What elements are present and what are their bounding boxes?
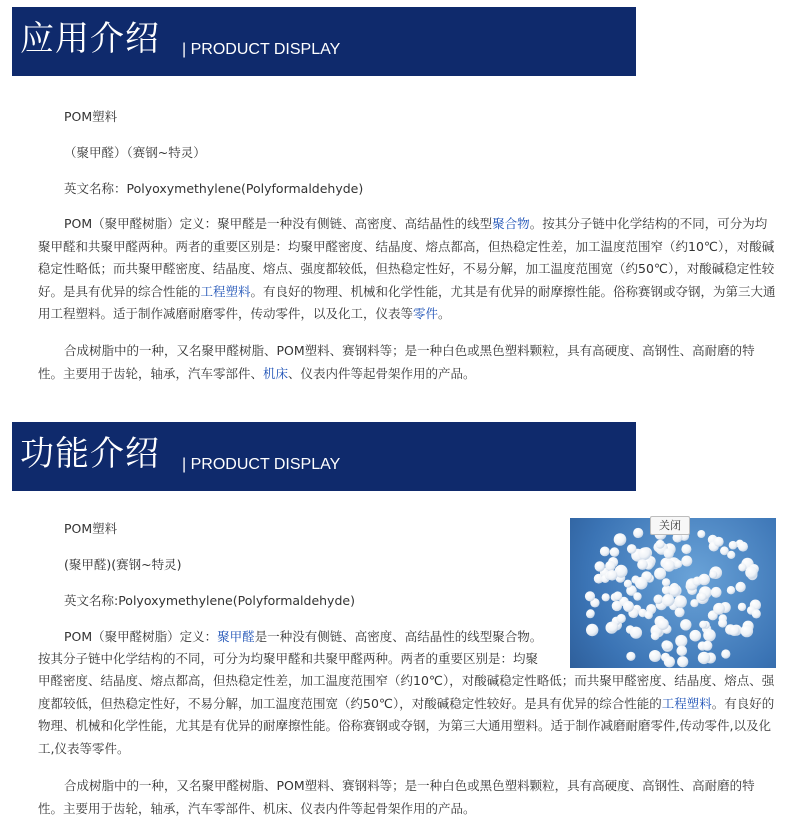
section1-use-text-b: 、仪表内件等起骨架作用的产品。 — [288, 365, 476, 381]
pellet — [586, 609, 594, 617]
pellet — [681, 544, 691, 554]
pellet — [645, 611, 653, 619]
link-machine-tool[interactable]: 机床 — [263, 365, 289, 381]
section2-definition-line2: 按其分子链中化学结构的不同，可分为均聚甲醛和共聚甲醛两种。两者的重要区别是：均聚 — [38, 651, 539, 666]
pellet — [662, 578, 670, 586]
section2-subtitle: | PRODUCT DISPLAY — [182, 456, 341, 473]
pellet — [674, 560, 682, 568]
pellet — [699, 621, 707, 629]
pellet — [633, 528, 643, 538]
link-engineering-plastic[interactable]: 工程塑料 — [200, 283, 251, 299]
pellet — [664, 656, 675, 667]
pellet — [721, 649, 730, 658]
section1-usage — [38, 340, 778, 385]
pellet — [626, 652, 635, 661]
product-photo-pom-pellets — [570, 518, 776, 668]
pellet — [714, 537, 724, 547]
pellet — [713, 603, 725, 615]
pellet — [651, 631, 660, 640]
pellet — [741, 625, 754, 638]
pellet — [664, 548, 674, 558]
pellet — [637, 559, 648, 570]
section1-def-text-b: 。按其分子链中化学结构的不同，可分为均聚甲醛和共聚甲醛两种。两者的重要区别是：均聚甲醛密度、结晶度、熔点都高，但热稳定性差，加工温度范围窄（约10℃），对酸碱稳定性略低；而共聚甲醛密度、结晶度、熔点、强度都较低，但热稳定性好，不易分解，加工温度范围宽（约50℃），对酸碱稳定性较好。是具有优异的综合性能的 — [38, 216, 775, 299]
pellet — [624, 580, 632, 588]
pellet — [675, 635, 687, 647]
pellet — [711, 587, 722, 598]
pellet — [600, 547, 610, 557]
pellet — [677, 656, 688, 667]
pellet — [654, 595, 664, 605]
section1-product-name: POM塑料 — [64, 109, 118, 124]
pellet — [595, 561, 605, 571]
section2-def-text-rest-a: 甲醛密度、结晶度、熔点都高，但热稳定性差，加工温度范围窄（约10℃），对酸碱稳定性略低；而共聚甲醛密度、结晶度、熔点、强度都较低，但热稳定性好，不易分解，加工温度范围宽（约50℃），对酸碱稳定性较好。是具有优异的综合性能的 — [38, 673, 775, 711]
pellet — [698, 593, 706, 601]
pellet — [738, 603, 746, 611]
section2-definition-rest — [38, 670, 778, 760]
pellet — [610, 547, 620, 557]
pellet — [585, 591, 595, 601]
pellet — [690, 630, 702, 642]
section1-use-text-a: 合成树脂中的一种，又名聚甲醛树脂、POM塑料、赛钢料等；是一种白色或黑色塑料颗粒，具有高硬度、高钢性、高耐磨的特性。主要用于齿轮，轴承，汽车零部件、 — [38, 343, 755, 381]
pellet — [690, 599, 698, 607]
pellet — [703, 629, 716, 642]
section2-product-name: POM塑料 — [64, 521, 118, 536]
pellet — [745, 566, 757, 578]
section2-definition-line1 — [38, 626, 568, 649]
pellet — [718, 619, 727, 628]
pellet — [729, 625, 740, 636]
link-polymer[interactable]: 聚合物 — [492, 216, 530, 231]
pellet — [697, 530, 705, 538]
section2-title: 功能介绍 — [20, 434, 160, 474]
pellet — [662, 594, 674, 606]
pellet — [633, 592, 641, 600]
pellet — [702, 641, 712, 651]
close-button[interactable]: 关闭 — [650, 516, 690, 535]
pellet — [681, 556, 692, 567]
pellet — [617, 614, 626, 623]
pellets-graphic — [570, 518, 776, 668]
section1-def-text-c: 。有良好的物理、机械和化学性能，尤其是有优异的耐摩擦性能。俗称赛钢或夺钢，为第三大通用工程塑料。适于制作减磨耐磨零件，传动零件，以及化工，仪表等 — [38, 283, 776, 321]
pellet — [698, 652, 710, 664]
section1-subtitle: | PRODUCT DISPLAY — [182, 41, 341, 58]
section1-definition — [38, 213, 778, 326]
pellet — [663, 560, 675, 572]
pellet — [613, 591, 622, 600]
link-polyoxymethylene[interactable]: 聚甲醛 — [217, 629, 255, 644]
pellet — [698, 574, 710, 586]
pellet — [735, 582, 745, 592]
section1-banner — [12, 7, 636, 76]
section1-title: 应用介绍 — [20, 19, 160, 59]
pellet — [614, 533, 627, 546]
pellet — [664, 641, 673, 650]
pellet — [602, 593, 610, 601]
pellet — [677, 646, 688, 657]
section2-def-text-1b: 是一种没有侧链、高密度、高结晶性的线型聚合物。 — [254, 629, 543, 644]
pellet — [605, 561, 615, 571]
pellet — [729, 541, 738, 550]
pellet — [709, 571, 717, 579]
pellet — [586, 624, 598, 636]
section1-english-name: 英文名称：Polyoxymethylene(Polyformaldehyde) — [64, 181, 364, 196]
pellet — [727, 586, 735, 594]
pellet — [752, 609, 761, 618]
section2-def-text-1a: POM（聚甲醛树脂）定义： — [64, 629, 218, 644]
pellet — [669, 585, 680, 596]
pellet — [638, 547, 651, 560]
section1-def-text-d: 。 — [438, 306, 451, 321]
pellet — [656, 540, 665, 549]
pellet — [607, 622, 618, 633]
section2-english-name: 英文名称:Polyoxymethylene(Polyformaldehyde) — [64, 593, 355, 608]
pellet — [607, 570, 618, 581]
pellet — [630, 627, 642, 639]
section1-alias: （聚甲醛）（赛钢~特灵） — [64, 145, 206, 160]
pellet — [657, 618, 669, 630]
section2-def-text-rest-b: 。有良好的物理、机械和化学性能，尤其是有优异的耐摩擦性能。俗称赛钢或夺钢，为第三大通用塑料。适于制作减磨耐磨零件,传动零件,以及化工,仪表等零件。 — [38, 695, 775, 756]
pellet — [627, 544, 637, 554]
pellet — [680, 619, 691, 630]
pellet — [738, 542, 748, 552]
section2-alias: (聚甲醛)(赛钢~特灵) — [64, 557, 182, 572]
pellet — [720, 546, 729, 555]
pellet — [738, 563, 746, 571]
section2-banner — [12, 422, 636, 491]
section1-def-text-a: POM（聚甲醛树脂）定义：聚甲醛是一种没有侧链、高密度、高结晶性的线型 — [64, 216, 493, 231]
pellet — [635, 577, 648, 590]
pellet — [623, 601, 634, 612]
pellet — [675, 607, 685, 617]
pellet — [649, 650, 661, 662]
pellet — [674, 595, 687, 608]
link-parts[interactable]: 零件 — [413, 306, 439, 321]
link-engineering-plastic-2[interactable]: 工程塑料 — [661, 695, 712, 711]
section2-usage: 合成树脂中的一种，又名聚甲醛树脂、POM塑料、赛钢料等；是一种白色或黑色塑料颗粒，具有高硬度、高钢性、高耐磨的特性。主要用于齿轮，轴承，汽车零部件、机床、仪表内件等起骨架作用的产品。 — [38, 778, 755, 816]
